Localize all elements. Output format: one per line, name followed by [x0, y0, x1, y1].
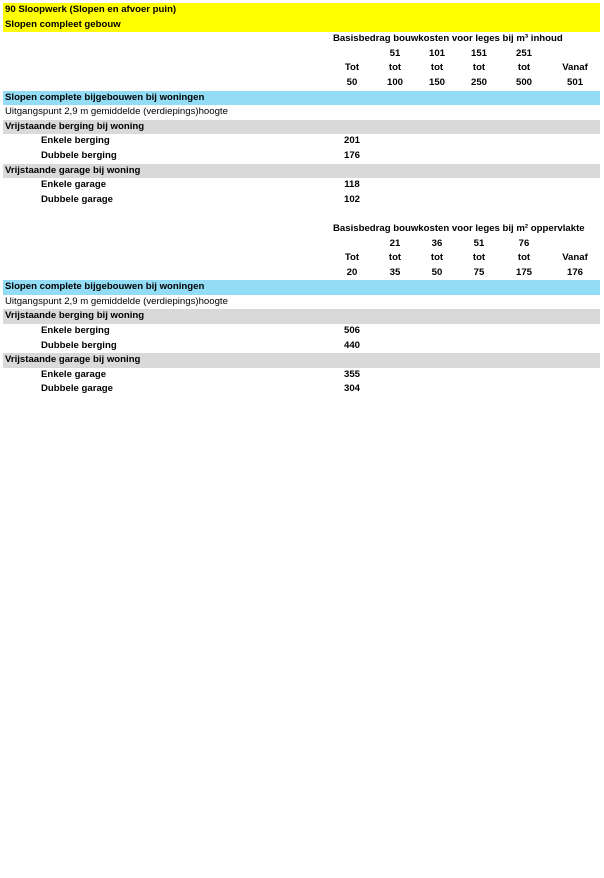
header-row[interactable] — [3, 18, 600, 33]
range-to-cell: 50 — [431, 266, 443, 278]
range-to-row[interactable] — [3, 266, 600, 281]
range-to-cell: 501 — [566, 76, 583, 88]
item-row[interactable] — [3, 178, 600, 193]
range-from-cell: 51 — [389, 47, 401, 59]
range-from-cell: 36 — [431, 237, 443, 249]
item-row[interactable] — [3, 382, 600, 397]
note-text: Uitgangspunt 2,9 m gemiddelde (verdiepings)hoogte — [5, 106, 228, 118]
note-row[interactable] — [3, 105, 600, 120]
item-label: Dubbele berging — [41, 149, 117, 161]
range-word-row[interactable] — [3, 61, 600, 76]
item-value: 304 — [343, 383, 360, 395]
item-label: Enkele berging — [41, 325, 110, 337]
item-label: Enkele garage — [41, 179, 107, 191]
range-from-cell: 101 — [428, 47, 445, 59]
group-row[interactable] — [3, 353, 600, 368]
item-value: 440 — [343, 339, 360, 351]
range-to-cell: 35 — [389, 266, 401, 278]
header-row[interactable] — [3, 3, 600, 18]
item-label: Dubbele garage — [41, 193, 113, 205]
range-from-cell: 151 — [470, 47, 487, 59]
groups — [3, 120, 600, 208]
item-row[interactable] — [3, 368, 600, 383]
group-title: Vrijstaande berging bij woning — [5, 310, 145, 322]
range-from-row[interactable] — [3, 237, 600, 252]
section-title: Slopen complete bijgebouwen bij woningen — [5, 281, 205, 293]
section-title: Slopen complete bijgebouwen bij woningen — [5, 91, 205, 103]
range-from-cell: 21 — [389, 237, 401, 249]
range-word-cell: Tot — [344, 252, 360, 264]
table-title: Basisbedrag bouwkosten voor leges bij m² oppervlakte — [333, 222, 585, 234]
range-word-row[interactable] — [3, 251, 600, 266]
range-from-cell: 51 — [473, 237, 485, 249]
range-word-cell: tot — [472, 62, 486, 74]
range-word-cell: Tot — [344, 62, 360, 74]
range-word-cell: Vanaf — [562, 62, 588, 74]
spreadsheet — [3, 3, 600, 397]
range-to-cell: 176 — [566, 266, 583, 278]
section-row[interactable] — [3, 91, 600, 106]
range-from-row[interactable] — [3, 47, 600, 62]
item-value: 102 — [343, 193, 360, 205]
section-row[interactable] — [3, 280, 600, 295]
tables-container — [3, 32, 600, 397]
range-word-cell: tot — [388, 62, 402, 74]
item-row[interactable] — [3, 324, 600, 339]
range-to-cell: 175 — [515, 266, 532, 278]
item-value: 355 — [343, 368, 360, 380]
range-word-cell: tot — [430, 252, 444, 264]
range-word-cell: Vanaf — [562, 252, 588, 264]
range-word-cell: tot — [388, 252, 402, 264]
item-label: Enkele garage — [41, 368, 107, 380]
range-to-cell: 20 — [346, 266, 358, 278]
group-row[interactable] — [3, 120, 600, 135]
item-row[interactable] — [3, 339, 600, 354]
note-row[interactable] — [3, 295, 600, 310]
item-label: Dubbele berging — [41, 339, 117, 351]
groups — [3, 309, 600, 397]
item-value: 176 — [343, 149, 360, 161]
range-word-cell: tot — [472, 252, 486, 264]
item-label: Dubbele garage — [41, 383, 113, 395]
fee-table — [3, 222, 600, 397]
group-title: Vrijstaande garage bij woning — [5, 354, 141, 366]
range-from-cell: 251 — [515, 47, 532, 59]
item-row[interactable] — [3, 149, 600, 164]
range-to-cell: 500 — [515, 76, 532, 88]
fee-table — [3, 32, 600, 207]
range-to-cell: 250 — [470, 76, 487, 88]
note-text: Uitgangspunt 2,9 m gemiddelde (verdiepings)hoogte — [5, 295, 228, 307]
chapter-title: 90 Sloopwerk (Slopen en afvoer puin) — [5, 4, 177, 15]
table-title: Basisbedrag bouwkosten voor leges bij m³ inhoud — [333, 33, 563, 45]
blank-row[interactable] — [3, 207, 600, 222]
item-value: 506 — [343, 325, 360, 337]
group-title: Vrijstaande garage bij woning — [5, 164, 141, 176]
range-to-cell: 150 — [428, 76, 445, 88]
item-row[interactable] — [3, 134, 600, 149]
range-to-cell: 50 — [346, 76, 358, 88]
group-title: Vrijstaande berging bij woning — [5, 120, 145, 132]
range-word-cell: tot — [517, 252, 531, 264]
range-to-cell: 100 — [386, 76, 403, 88]
item-value: 118 — [344, 179, 360, 191]
table-title-row[interactable] — [3, 32, 600, 47]
range-from-cell: 76 — [518, 237, 530, 249]
range-to-row[interactable] — [3, 76, 600, 91]
item-row[interactable] — [3, 193, 600, 208]
range-word-cell: tot — [430, 62, 444, 74]
group-row[interactable] — [3, 309, 600, 324]
item-label: Enkele berging — [41, 135, 110, 147]
subchapter-title: Slopen compleet gebouw — [5, 18, 121, 30]
range-to-cell: 75 — [473, 266, 485, 278]
group-row[interactable] — [3, 164, 600, 179]
table-title-row[interactable] — [3, 222, 600, 237]
item-value: 201 — [343, 135, 360, 147]
range-word-cell: tot — [517, 62, 531, 74]
